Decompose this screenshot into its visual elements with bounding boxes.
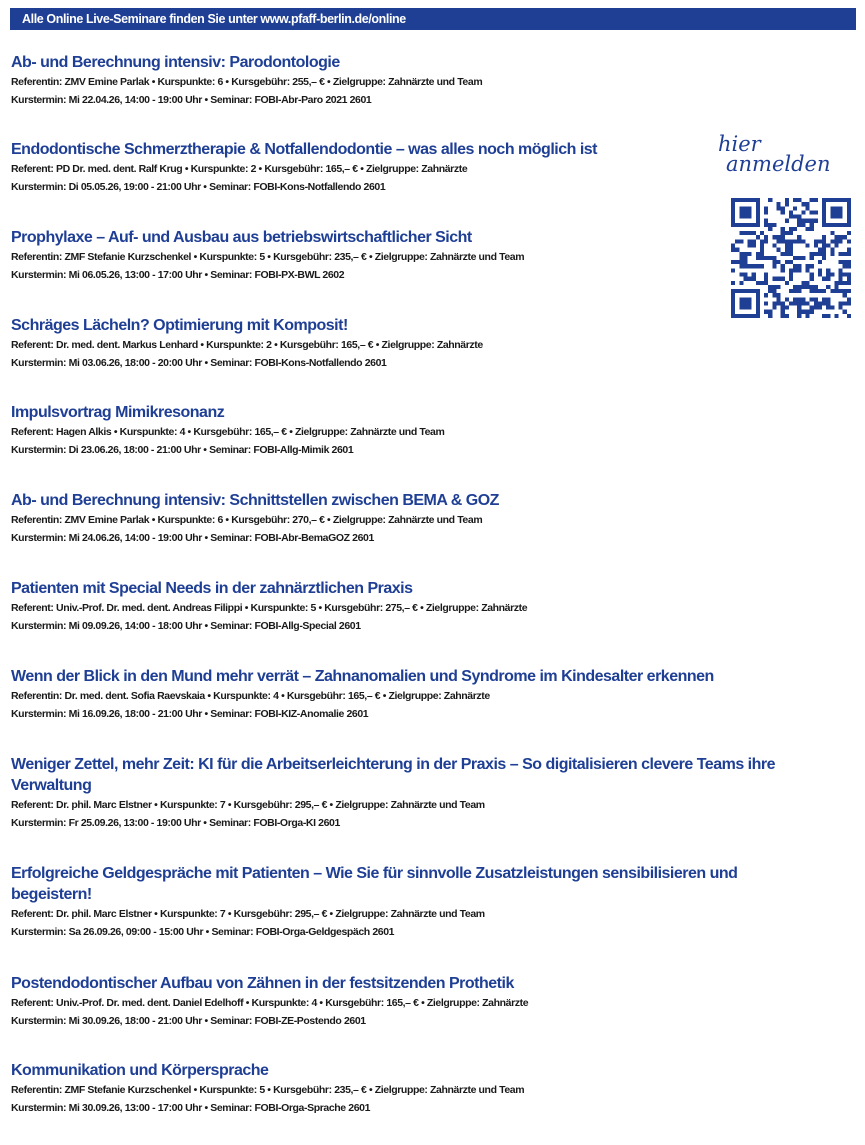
seminar-entry <box>11 666 811 723</box>
seminar-details: Referent: Dr. phil. Marc Elstner • Kurspunkte: 7 • Kursgebühr: 295,– € • Zielgruppe: Zahnärzte und Team <box>11 799 485 811</box>
seminar-details: Referentin: ZMV Emine Parlak • Kurspunkte: 6 • Kursgebühr: 255,– € • Zielgruppe: Zahnärzte und Team <box>11 76 483 88</box>
register-line-2: anmelden <box>726 152 831 176</box>
seminar-date: Kurstermin: Mi 09.09.26, 14:00 - 18:00 Uhr • Seminar: FOBI-Allg-Special 2601 <box>11 620 361 632</box>
seminar-entry <box>11 52 811 109</box>
seminar-title[interactable]: Ab- und Berechnung intensiv: Schnittstellen zwischen BEMA & GOZ <box>11 492 499 509</box>
seminar-title[interactable]: Prophylaxe – Auf- und Ausbau aus betriebswirtschaftlicher Sicht <box>11 229 472 246</box>
qr-code-icon[interactable] <box>731 198 851 318</box>
seminar-details: Referentin: ZMF Stefanie Kurzschenkel • Kurspunkte: 5 • Kursgebühr: 235,– € • Zielgruppe: Zahnärzte und Team <box>11 251 525 263</box>
seminar-date: Kurstermin: Mi 30.09.26, 18:00 - 21:00 Uhr • Seminar: FOBI-ZE-Postendo 2601 <box>11 1015 366 1027</box>
seminar-details: Referentin: Dr. med. dent. Sofia Raevskaia • Kurspunkte: 4 • Kursgebühr: 165,– € • Zielgruppe: Zahnärzte <box>11 690 490 702</box>
seminar-title[interactable]: Kommunikation und Körpersprache <box>11 1062 269 1079</box>
seminar-date: Kurstermin: Di 05.05.26, 19:00 - 21:00 Uhr • Seminar: FOBI-Kons-Notfallendo 2601 <box>11 181 386 193</box>
seminar-details: Referent: Univ.-Prof. Dr. med. dent. Daniel Edelhoff • Kurspunkte: 4 • Kursgebühr: 165,– € • Zielgruppe: Zahnärzte <box>11 997 529 1009</box>
seminar-title[interactable]: Endodontische Schmerztherapie & Notfallendodontie – was alles noch möglich ist <box>11 141 597 158</box>
seminar-details: Referentin: ZMF Stefanie Kurzschenkel • Kurspunkte: 5 • Kursgebühr: 235,– € • Zielgruppe: Zahnärzte und Team <box>11 1084 525 1096</box>
seminar-date: Kurstermin: Mi 24.06.26, 14:00 - 19:00 Uhr • Seminar: FOBI-Abr-BemaGOZ 2601 <box>11 532 374 544</box>
seminar-title[interactable]: Postendodontischer Aufbau von Zähnen in der festsitzenden Prothetik <box>11 975 514 992</box>
seminar-date: Kurstermin: Di 23.06.26, 18:00 - 21:00 Uhr • Seminar: FOBI-Allg-Mimik 2601 <box>11 444 354 456</box>
register-line-1: hier <box>718 132 761 156</box>
seminar-date: Kurstermin: Mi 22.04.26, 14:00 - 19:00 Uhr • Seminar: FOBI-Abr-Paro 2021 2601 <box>11 94 372 106</box>
seminar-title[interactable]: Impulsvortrag Mimikresonanz <box>11 404 225 421</box>
seminar-details: Referent: Dr. phil. Marc Elstner • Kurspunkte: 7 • Kursgebühr: 295,– € • Zielgruppe: Zahnärzte und Team <box>11 908 485 920</box>
seminar-date: Kurstermin: Mi 03.06.26, 18:00 - 20:00 Uhr • Seminar: FOBI-Kons-Notfallendo 2601 <box>11 357 387 369</box>
seminar-title[interactable]: Erfolgreiche Geldgespräche mit Patienten – Wie Sie für sinnvolle Zusatzleistungen sensibilisieren und begeistern! <box>11 865 738 903</box>
seminar-entry <box>11 1060 811 1117</box>
seminar-details: Referent: Univ.-Prof. Dr. med. dent. Andreas Filippi • Kurspunkte: 5 • Kursgebühr: 275,– € • Zielgruppe: Zahnärzte <box>11 602 528 614</box>
seminar-entry <box>11 578 811 635</box>
online-seminars-banner: Alle Online Live-Seminare finden Sie unter www.pfaff-berlin.de/online <box>10 8 856 30</box>
seminar-details: Referent: PD Dr. med. dent. Ralf Krug • Kurspunkte: 2 • Kursgebühr: 165,– € • Zielgruppe: Zahnärzte <box>11 163 468 175</box>
seminar-entry <box>11 227 811 284</box>
seminar-entry <box>11 490 811 547</box>
seminar-title[interactable]: Patienten mit Special Needs in der zahnärztlichen Praxis <box>11 580 413 597</box>
seminar-entry <box>11 754 811 832</box>
seminar-date: Kurstermin: Fr 25.09.26, 13:00 - 19:00 Uhr • Seminar: FOBI-Orga-KI 2601 <box>11 817 340 829</box>
seminar-details: Referent: Dr. med. dent. Markus Lenhard • Kurspunkte: 2 • Kursgebühr: 165,– € • Zielgruppe: Zahnärzte <box>11 339 483 351</box>
seminar-entry <box>11 402 811 459</box>
seminar-date: Kurstermin: Mi 06.05.26, 13:00 - 17:00 Uhr • Seminar: FOBI-PX-BWL 2602 <box>11 269 345 281</box>
seminar-entry <box>11 863 811 941</box>
seminar-title[interactable]: Weniger Zettel, mehr Zeit: KI für die Arbeitserleichterung in der Praxis – So digitalisieren clevere Teams ihre Verwaltung <box>11 756 776 794</box>
seminar-details: Referentin: ZMV Emine Parlak • Kurspunkte: 6 • Kursgebühr: 270,– € • Zielgruppe: Zahnärzte und Team <box>11 514 483 526</box>
seminar-title[interactable]: Schräges Lächeln? Optimierung mit Komposit! <box>11 317 348 334</box>
seminar-date: Kurstermin: Mi 30.09.26, 13:00 - 17:00 Uhr • Seminar: FOBI-Orga-Sprache 2601 <box>11 1102 371 1114</box>
seminar-entry <box>11 973 811 1030</box>
seminar-date: Kurstermin: Mi 16.09.26, 18:00 - 21:00 Uhr • Seminar: FOBI-KIZ-Anomalie 2601 <box>11 708 369 720</box>
seminar-details: Referent: Hagen Alkis • Kurspunkte: 4 • Kursgebühr: 165,– € • Zielgruppe: Zahnärzte und Team <box>11 426 445 438</box>
seminar-entry <box>11 315 811 372</box>
seminar-title[interactable]: Ab- und Berechnung intensiv: Parodontologie <box>11 54 340 71</box>
register-here-label[interactable] <box>718 134 865 174</box>
seminar-date: Kurstermin: Sa 26.09.26, 09:00 - 15:00 Uhr • Seminar: FOBI-Orga-Geldgespäch 2601 <box>11 926 395 938</box>
seminar-title[interactable]: Wenn der Blick in den Mund mehr verrät – Zahnanomalien und Syndrome im Kindesalter erkennen <box>11 668 714 685</box>
seminar-entry <box>11 139 811 196</box>
